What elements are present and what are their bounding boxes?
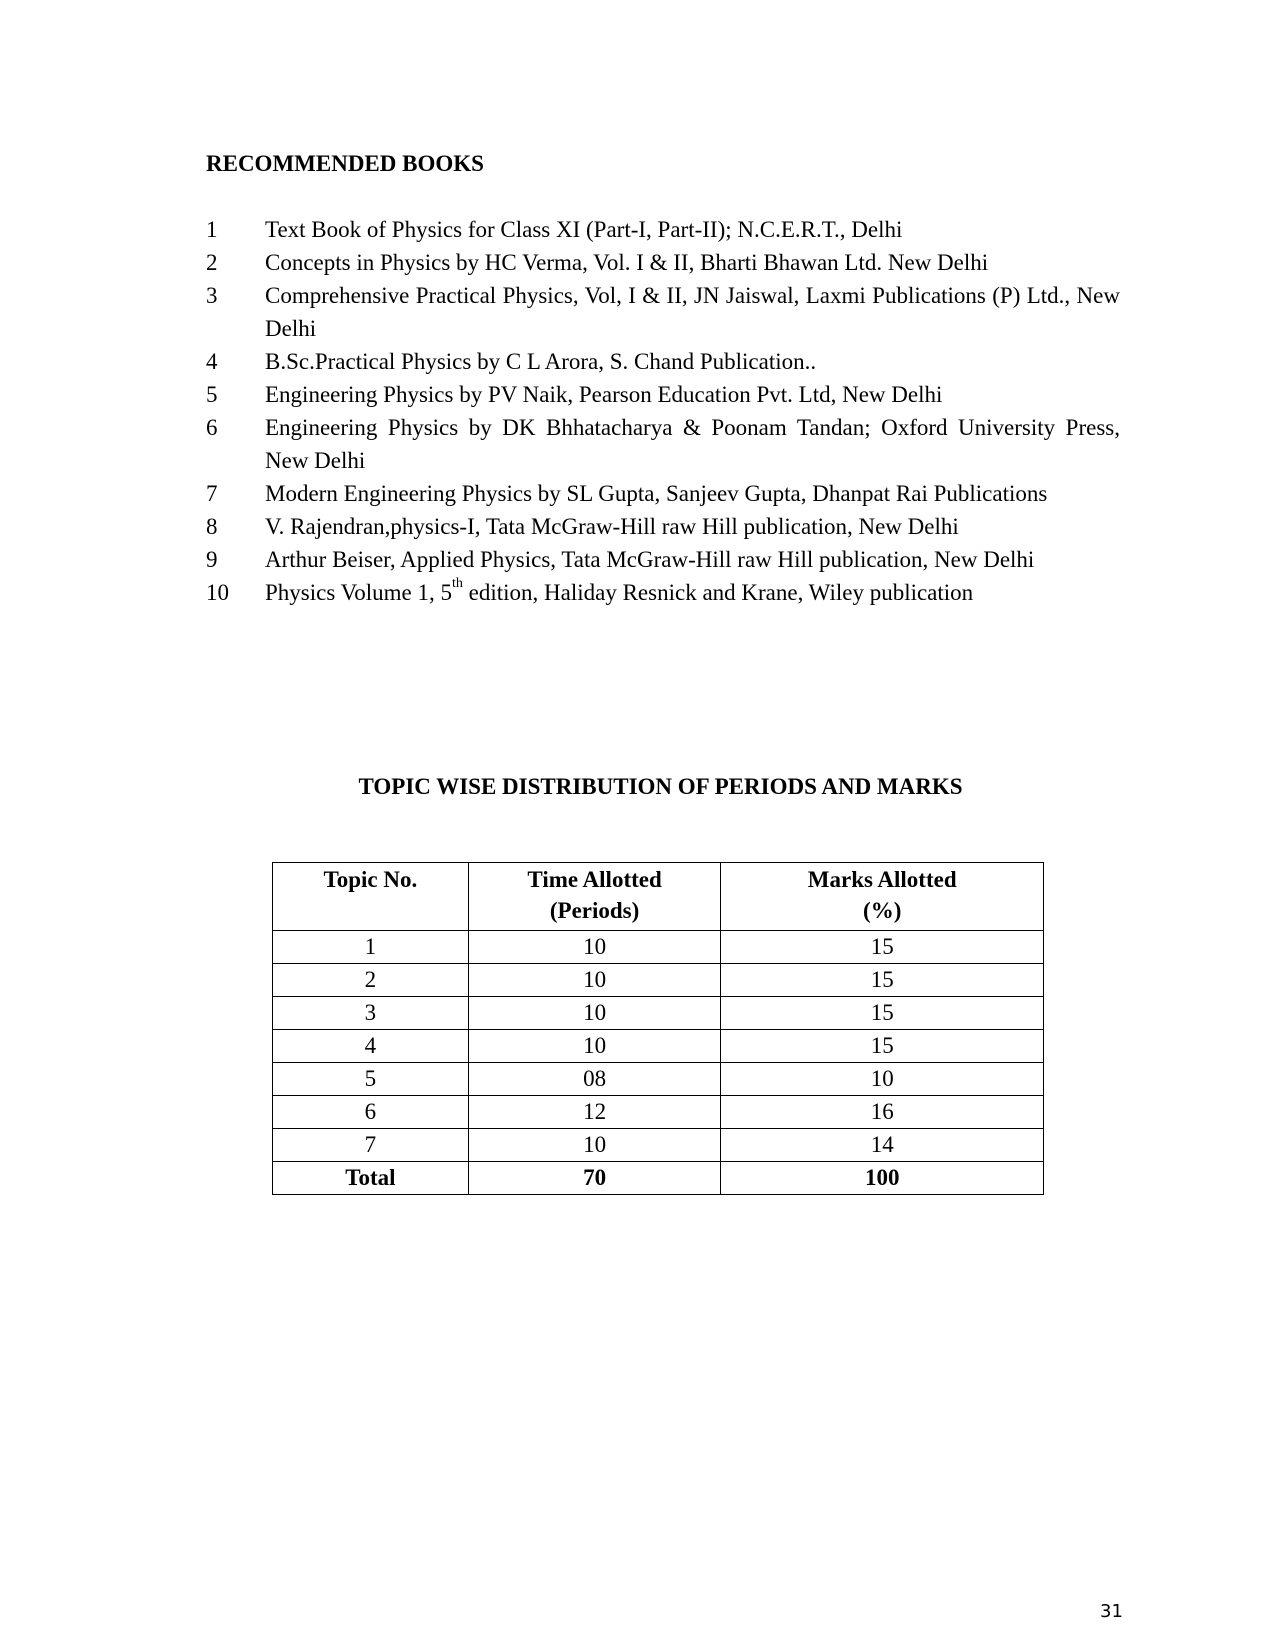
table-row: [273, 1030, 1044, 1063]
periods-cell: 12: [468, 1096, 721, 1129]
book-text-part: edition, Haliday Resnick and Krane, Wiley publication: [462, 580, 974, 605]
book-item: [206, 246, 1120, 279]
topic-cell: 4: [273, 1030, 469, 1063]
book-item: [206, 543, 1120, 576]
book-text: V. Rajendran,physics-I, Tata McGraw-Hill raw Hill publication, New Delhi: [265, 514, 959, 539]
distribution-heading: TOPIC WISE DISTRIBUTION OF PERIODS AND MARKS: [358, 774, 963, 799]
total-label-cell: Total: [273, 1162, 469, 1195]
periods-cell: 10: [468, 964, 721, 997]
book-number: 7: [206, 481, 218, 506]
book-number: 10: [206, 580, 229, 605]
topic-cell: 5: [273, 1063, 469, 1096]
total-marks-cell: 100: [721, 1162, 1044, 1195]
table-row: [273, 964, 1044, 997]
ordinal-superscript: th: [452, 576, 463, 592]
book-item: [206, 378, 1120, 411]
table-row: [273, 1096, 1044, 1129]
table-row: [273, 1129, 1044, 1162]
page-number: 31: [1100, 1601, 1123, 1622]
marks-cell: 15: [721, 964, 1044, 997]
book-item: [206, 213, 1120, 246]
marks-cell: 15: [721, 1030, 1044, 1063]
book-number: 2: [206, 250, 218, 275]
book-text: [265, 576, 1120, 609]
book-item: [206, 477, 1120, 510]
table-row: [273, 997, 1044, 1030]
table-row: [273, 931, 1044, 964]
book-text: B.Sc.Practical Physics by C L Arora, S. Chand Publication..: [265, 349, 817, 374]
periods-cell: 10: [468, 997, 721, 1030]
book-number: 1: [206, 217, 218, 242]
table-row: [273, 1063, 1044, 1096]
book-number: 3: [206, 283, 218, 308]
topic-cell: 3: [273, 997, 469, 1030]
book-text: Text Book of Physics for Class XI (Part-I, Part-II); N.C.E.R.T., Delhi: [265, 217, 903, 242]
book-item: [206, 576, 1120, 609]
topic-cell: 6: [273, 1096, 469, 1129]
book-number: 6: [206, 415, 218, 440]
topic-cell: 2: [273, 964, 469, 997]
total-periods-cell: 70: [468, 1162, 721, 1195]
book-text: Modern Engineering Physics by SL Gupta, Sanjeev Gupta, Dhanpat Rai Publications: [265, 481, 1048, 506]
book-text: Engineering Physics by PV Naik, Pearson Education Pvt. Ltd, New Delhi: [265, 382, 943, 407]
marks-cell: 15: [721, 997, 1044, 1030]
book-number: 5: [206, 382, 218, 407]
book-number: 9: [206, 547, 218, 572]
marks-cell: 10: [721, 1063, 1044, 1096]
book-item: [206, 510, 1120, 543]
recommended-books-list: [206, 213, 1120, 609]
periods-cell: 10: [468, 1030, 721, 1063]
header-marks-allotted: Marks Allotted (%): [721, 863, 1044, 931]
table-total-row: [273, 1162, 1044, 1195]
book-item: [206, 411, 1120, 477]
periods-cell: 08: [468, 1063, 721, 1096]
book-text: Arthur Beiser, Applied Physics, Tata McGraw-Hill raw Hill publication, New Delhi: [265, 547, 1035, 572]
header-topic-no: Topic No.: [273, 863, 469, 931]
header-time-allotted: Time Allotted (Periods): [468, 863, 721, 931]
book-text: Comprehensive Practical Physics, Vol, I & II, JN Jaiswal, Laxmi Publications (P) Ltd., New Delhi: [265, 283, 1120, 341]
table-header-row: [273, 863, 1044, 931]
book-text: Concepts in Physics by HC Verma, Vol. I & II, Bharti Bhawan Ltd. New Delhi: [265, 250, 989, 275]
book-number: 8: [206, 514, 218, 539]
book-item: [206, 279, 1120, 345]
topic-cell: 1: [273, 931, 469, 964]
marks-cell: 14: [721, 1129, 1044, 1162]
marks-cell: 15: [721, 931, 1044, 964]
book-number: 4: [206, 349, 218, 374]
marks-cell: 16: [721, 1096, 1044, 1129]
distribution-table: [272, 862, 1044, 1195]
topic-cell: 7: [273, 1129, 469, 1162]
book-text-part: Physics Volume 1, 5: [265, 580, 453, 605]
periods-cell: 10: [468, 931, 721, 964]
book-item: [206, 345, 1120, 378]
recommended-books-heading: RECOMMENDED BOOKS: [206, 151, 484, 176]
periods-cell: 10: [468, 1129, 721, 1162]
book-text: Engineering Physics by DK Bhhatacharya & Poonam Tandan; Oxford University Press, New Delhi: [265, 415, 1120, 473]
